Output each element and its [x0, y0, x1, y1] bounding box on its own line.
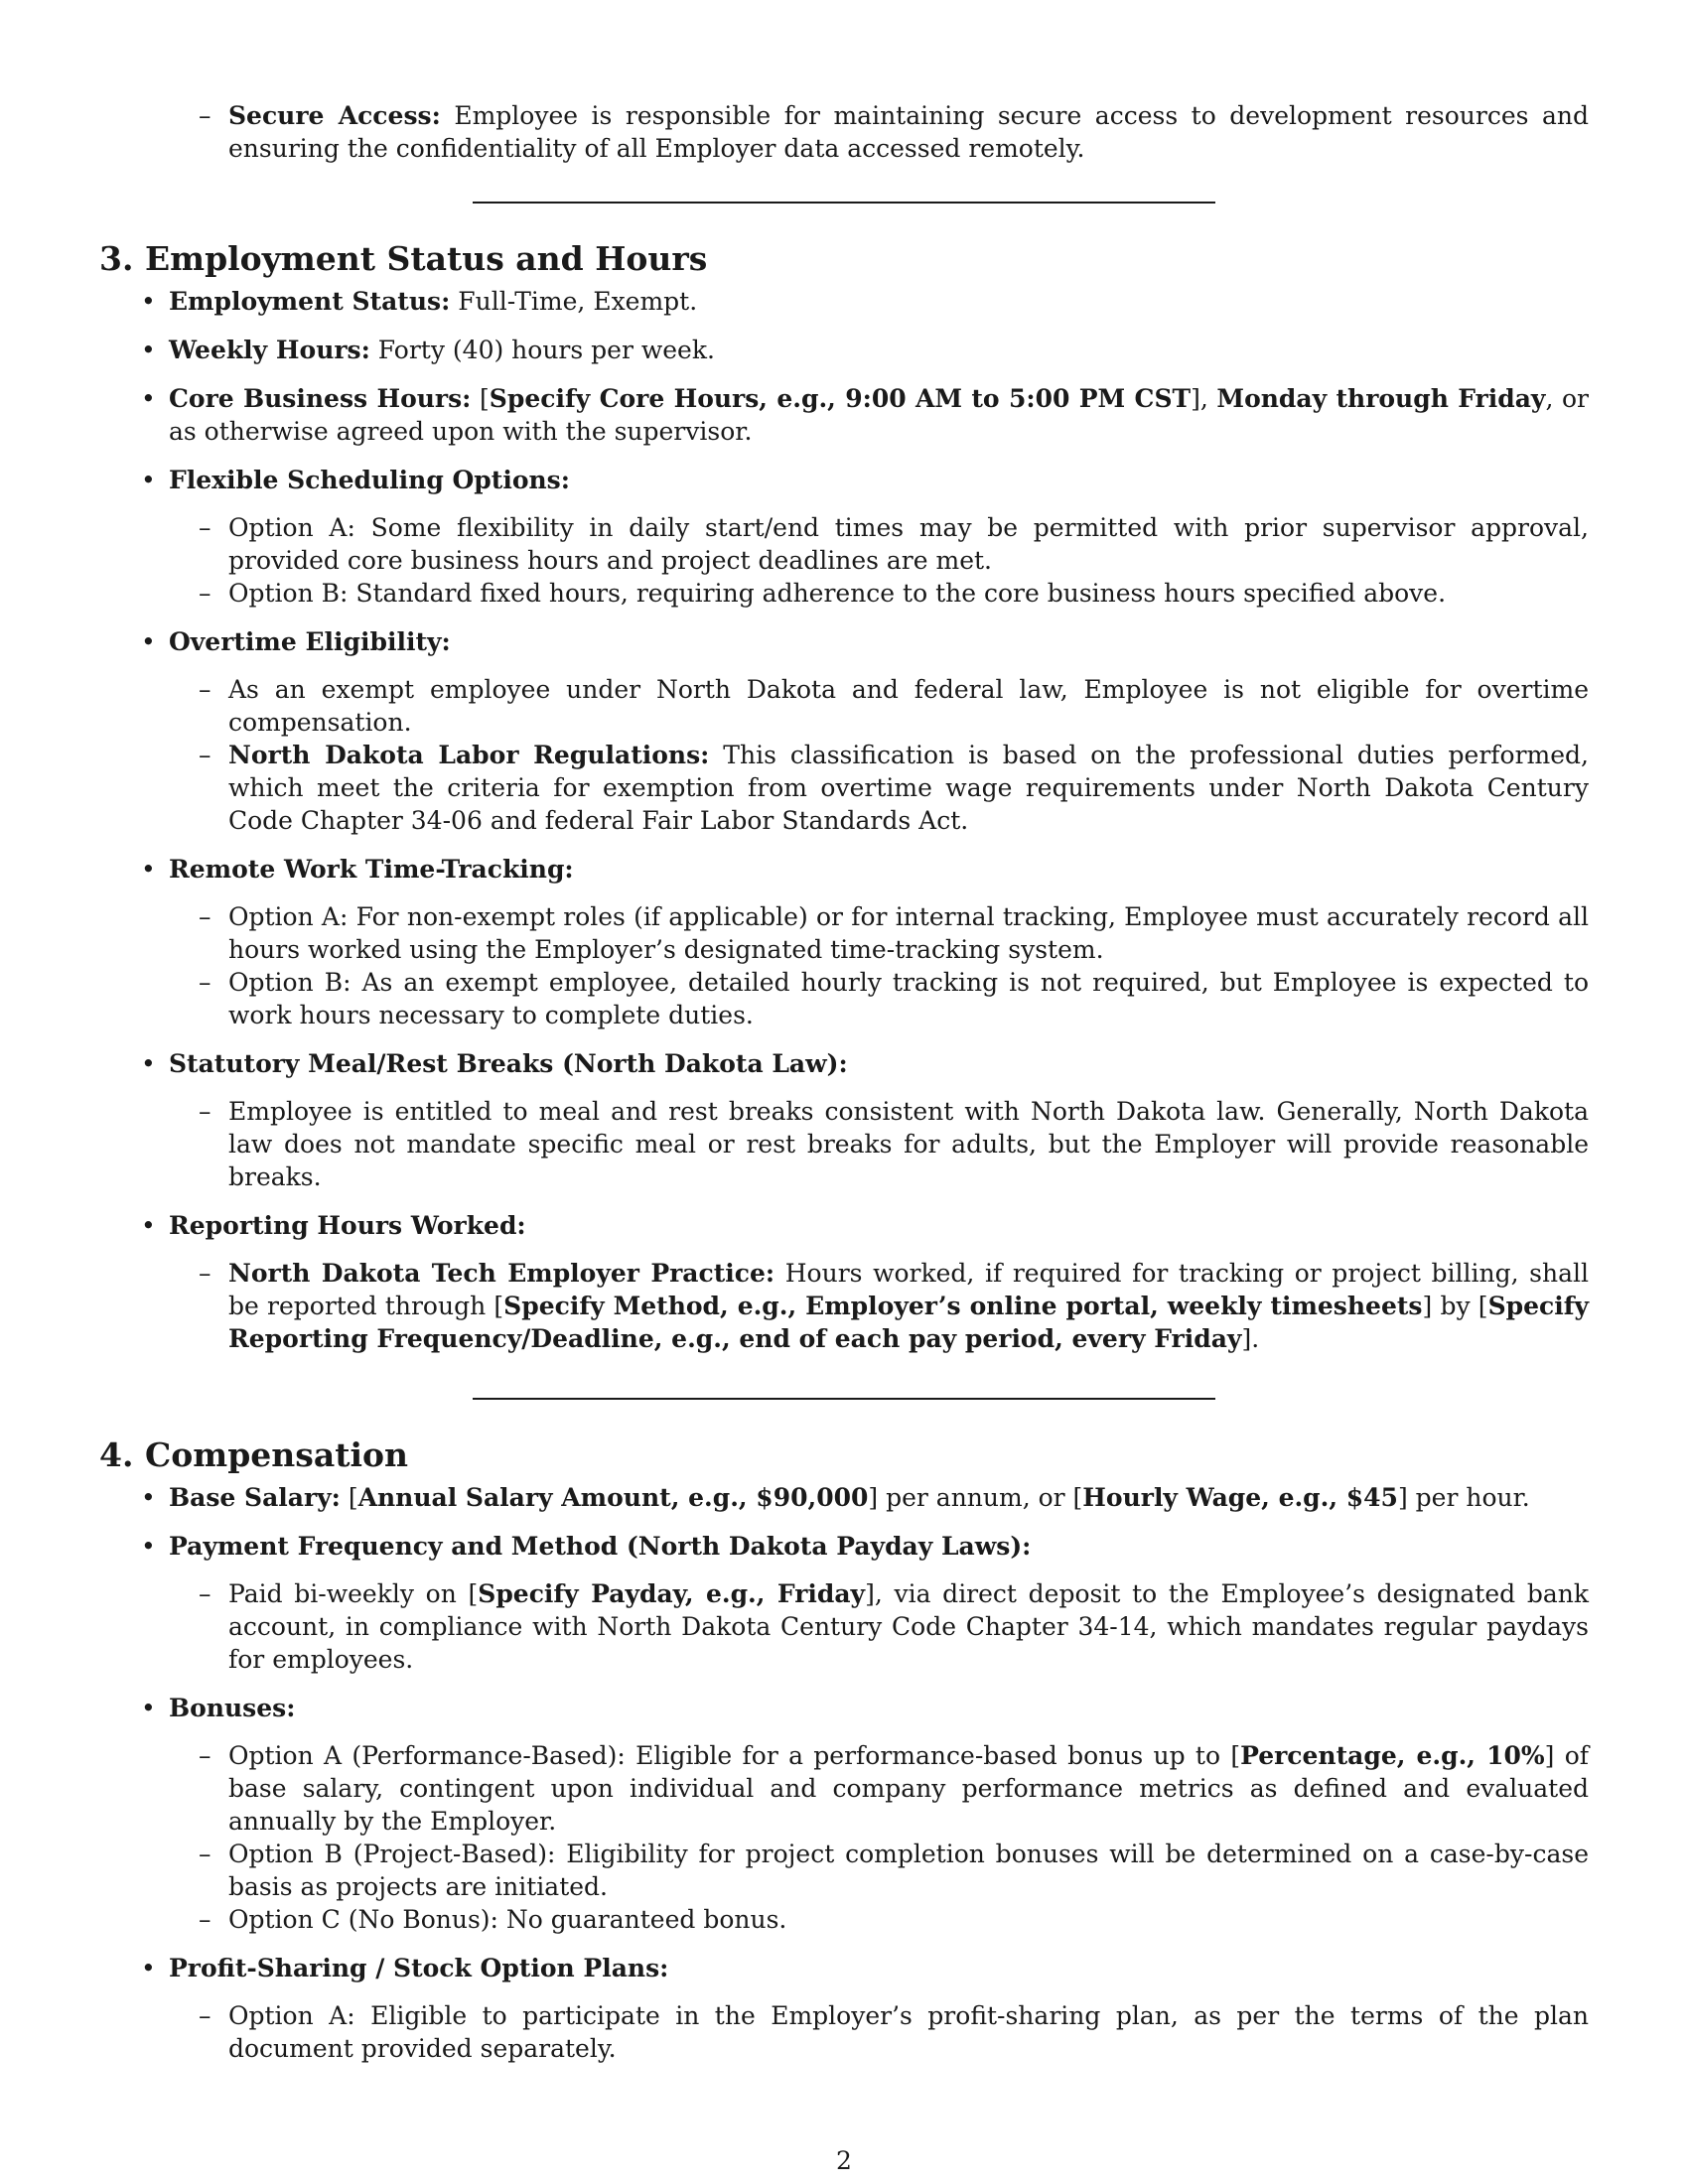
section-3-number: 3.	[99, 239, 134, 278]
page-number: 2	[836, 2146, 852, 2175]
base-salary-hourly: Hourly Wage, e.g., $45	[1082, 1483, 1398, 1512]
breaks-text: – Employee is entitled to meal and rest breaks consistent with North Dakota law. Generally, North Dakota law does not mandate specific meal or rest breaks for adults, but the Employer will provide reasonable breaks.	[228, 1095, 1589, 1193]
weekly-hours-label: Weekly Hours:	[169, 336, 370, 364]
remote-tracking-item	[169, 853, 1589, 886]
reporting-item	[169, 1209, 1589, 1242]
flexible-scheduling-label: Flexible Scheduling Options:	[169, 466, 570, 494]
reporting-mid: ] by [	[1422, 1292, 1488, 1320]
reporting-practice	[228, 1257, 1589, 1355]
bonus-option-a	[228, 1739, 1589, 1838]
flexible-option-b: – Option B: Standard fixed hours, requiring adherence to the core business hours specified above.	[228, 577, 1589, 610]
overtime-label: Overtime Eligibility:	[169, 627, 451, 656]
core-hours-placeholder: Specify Core Hours, e.g., 9:00 AM to 5:00 PM CST	[489, 384, 1192, 413]
reporting-practice-text: Hours worked, if required for tracking or project billing, shall be reported through [	[228, 1259, 1590, 1320]
overtime-item	[169, 625, 1589, 658]
breaks-label: Statutory Meal/Rest Breaks (North Dakota Law):	[169, 1049, 848, 1078]
section-4-heading	[99, 1435, 1589, 1475]
employment-status-text: Full-Time, Exempt.	[450, 287, 698, 316]
reporting-label: Reporting Hours Worked:	[169, 1211, 526, 1240]
bonus-option-c: – Option C (No Bonus): No guaranteed bonus.	[228, 1903, 1589, 1936]
base-salary-item	[169, 1481, 1589, 1514]
section-3-title: Employment Status and Hours	[145, 239, 708, 278]
reporting-frequency: Specify Reporting Frequency/Deadline, e.g., end of each pay period, every Friday	[228, 1292, 1590, 1353]
core-hours-post: , or as otherwise agreed upon with the supervisor.	[169, 384, 1589, 446]
section-divider	[473, 202, 1215, 204]
section-4-number: 4.	[99, 1435, 134, 1474]
overtime-regulations-label: North Dakota Labor Regulations:	[228, 741, 710, 769]
bonuses-label: Bonuses:	[169, 1694, 296, 1722]
core-hours-pre: [	[471, 384, 490, 413]
core-hours-item	[169, 382, 1589, 448]
reporting-end: ].	[1241, 1324, 1260, 1353]
bonus-option-a-pre: Option A (Performance-Based): Eligible for a performance-based bonus up to [	[228, 1741, 1241, 1770]
bonus-option-a-pct: Percentage, e.g., 10%	[1240, 1741, 1545, 1770]
breaks-item	[169, 1047, 1589, 1080]
base-salary-label: Base Salary:	[169, 1483, 341, 1512]
remote-tracking-option-b: – Option B: As an exempt employee, detailed hourly tracking is not required, but Employee is expected to work hours necessary to complete duties.	[228, 966, 1589, 1031]
employment-status-item	[169, 285, 1589, 318]
bonuses-item	[169, 1692, 1589, 1724]
section-3-heading	[99, 239, 1589, 279]
payment-pre: Paid bi-weekly on [	[228, 1579, 479, 1608]
payment-item	[169, 1530, 1589, 1563]
core-hours-label: Core Business Hours:	[169, 384, 472, 413]
weekly-hours-item	[169, 334, 1589, 366]
flexible-scheduling-item	[169, 464, 1589, 496]
overtime-regulations-text: This classification is based on the professional duties performed, which meet the criteria for exemption from overtime wage requirements under North Dakota Century Code Chapter 34-06 and federal Fair Labor Standards Act.	[228, 741, 1589, 835]
secure-access-item	[228, 99, 1589, 165]
base-salary-annual: Annual Salary Amount, e.g., $90,000	[357, 1483, 869, 1512]
section-divider	[473, 1398, 1215, 1400]
reporting-practice-label: North Dakota Tech Employer Practice:	[228, 1259, 775, 1288]
overtime-exempt: – As an exempt employee under North Dakota and federal law, Employee is not eligible for overtime compensation.	[228, 673, 1589, 739]
payment-post: ], via direct deposit to the Employee’s designated bank account, in compliance with North Dakota Century Code Chapter 34-14, which mandates regular paydays for employees.	[228, 1579, 1589, 1674]
reporting-method: Specify Method, e.g., Employer’s online portal, weekly timesheets	[503, 1292, 1423, 1320]
payment-label: Payment Frequency and Method (North Dakota Payday Laws):	[169, 1532, 1032, 1561]
page-content	[99, 99, 1589, 2065]
base-salary-post: ] per hour.	[1397, 1483, 1530, 1512]
flexible-option-a: – Option A: Some flexibility in daily start/end times may be permitted with prior supervisor approval, provided core business hours and project deadlines are met.	[228, 511, 1589, 577]
profit-sharing-option-a: – Option A: Eligible to participate in the Employer’s profit-sharing plan, as per the terms of the plan document provided separately.	[228, 1999, 1589, 2065]
core-hours-mid: ],	[1191, 384, 1217, 413]
employment-status-label: Employment Status:	[169, 287, 451, 316]
remote-tracking-label: Remote Work Time-Tracking:	[169, 855, 574, 884]
payment-text	[228, 1577, 1589, 1676]
payment-payday: Specify Payday, e.g., Friday	[478, 1579, 866, 1608]
profit-sharing-item	[169, 1952, 1589, 1984]
secure-access-label: Secure Access:	[228, 101, 441, 130]
remote-tracking-option-a: – Option A: For non-exempt roles (if applicable) or for internal tracking, Employee must accurately record all hours worked using the Employer’s designated time-tracking system.	[228, 900, 1589, 966]
core-hours-days: Monday through Friday	[1216, 384, 1546, 413]
overtime-regulations	[228, 739, 1589, 837]
bonus-option-b: – Option B (Project-Based): Eligibility for project completion bonuses will be determined on a case-by-case basis as projects are initiated.	[228, 1838, 1589, 1903]
secure-access-text: Employee is responsible for maintaining secure access to development resources and ensuring the confidentiality of all Employer data accessed remotely.	[228, 101, 1589, 163]
base-salary-pre: [	[340, 1483, 358, 1512]
section-4-title: Compensation	[145, 1435, 408, 1474]
base-salary-mid: ] per annum, or [	[868, 1483, 1083, 1512]
weekly-hours-text: Forty (40) hours per week.	[369, 336, 715, 364]
profit-sharing-label: Profit-Sharing / Stock Option Plans:	[169, 1954, 669, 1982]
bonus-option-a-post: ] of base salary, contingent upon individual and company performance metrics as defined and evaluated annually by the Employer.	[228, 1741, 1589, 1836]
